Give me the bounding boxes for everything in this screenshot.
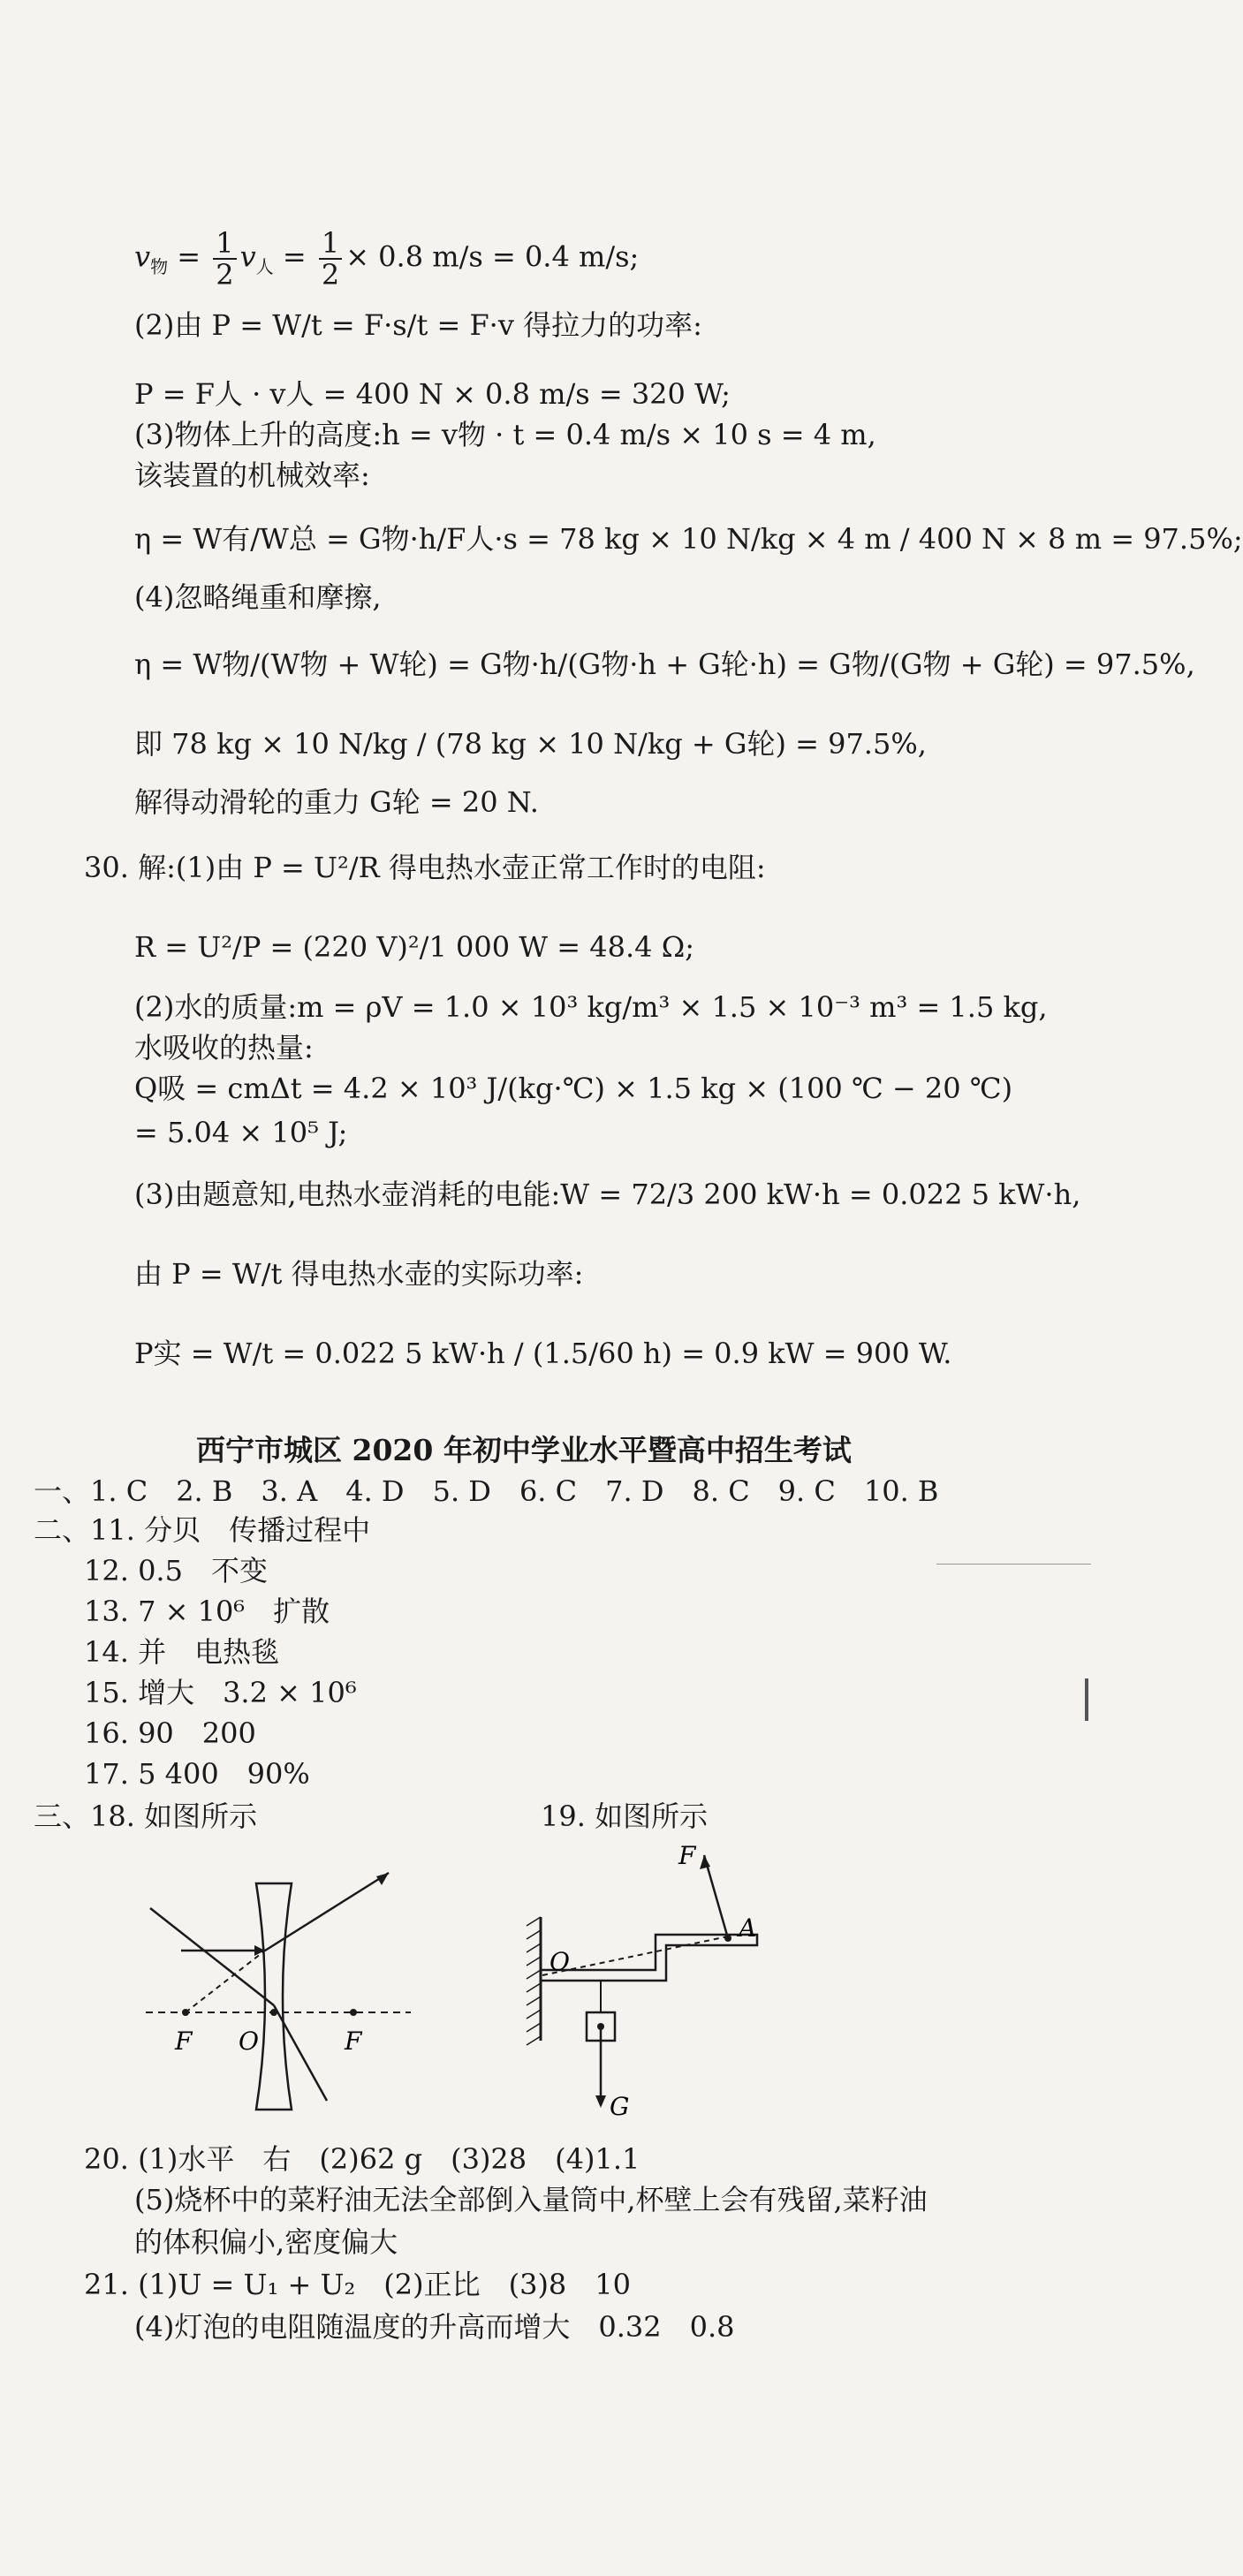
lever-diagram	[523, 1837, 797, 2129]
answer-choice: 一、1. C 2. B 3. A 4. D 5. D 6. C 7. D 8. C 9. C 10. B	[34, 1474, 939, 1508]
fraction: $\frac{1}{2}$	[319, 228, 342, 290]
scan-line	[936, 1564, 1091, 1565]
answer-21-line-1: 21. (1)U = U₁ + U₂ (2)正比 (3)8 10	[84, 2268, 632, 2301]
answer-diagram-18: 三、18. 如图所示	[34, 1799, 258, 1833]
answer-fill-13: 13. 7 × 10⁶ 扩散	[84, 1595, 330, 1628]
fraction: $\frac{1}{2}$	[213, 228, 236, 290]
line-6: η = W有/W总 = G物·h/F人·s = 78 kg × 10 N/kg × 4 m / 400 N × 8 m = 97.5%;	[134, 522, 1243, 556]
line-7: (4)忽略绳重和摩擦,	[134, 580, 382, 614]
label-g: G	[610, 2092, 630, 2121]
answer-21-line-2: (4)灯泡的电阻随温度的升高而增大 0.32 0.8	[134, 2310, 735, 2344]
line-16: = 5.04 × 10⁵ J;	[134, 1116, 348, 1149]
label-f: F	[678, 1841, 696, 1870]
force-f-arrow	[704, 1855, 728, 1938]
answer-fill-17: 17. 5 400 90%	[84, 1757, 310, 1791]
line-17: (3)由题意知,电热水壶消耗的电能:W = 72/3 200 kW·h = 0.022 5 kW·h,	[134, 1178, 1081, 1211]
answer-fill-16: 16. 90 200	[84, 1716, 256, 1750]
optical-center	[270, 2009, 277, 2016]
answer-fill-14: 14. 并 电热毯	[84, 1635, 280, 1669]
label-f-left: F	[175, 2027, 193, 2056]
wall-hatching	[527, 1917, 541, 2045]
answer-fill-12: 12. 0.5 不变	[84, 1554, 268, 1587]
line-8: η = W物/(W物 + W轮) = G物·h/(G物·h + G轮·h) = G物/(G物 + G轮) = 97.5%,	[134, 648, 1195, 681]
extension-line	[186, 1951, 265, 2012]
refracted-ray-1	[274, 2005, 327, 2101]
line-9: 即 78 kg × 10 N/kg / (78 kg × 10 N/kg + G轮) = 97.5%,	[134, 727, 927, 761]
answer-20-line-1: 20. (1)水平 右 (2)62 g (3)28 (4)1.1	[84, 2142, 640, 2176]
focal-point-left	[182, 2009, 189, 2016]
label-a: A	[739, 1913, 757, 1943]
answer-fill-11: 二、11. 分贝 传播过程中	[34, 1513, 371, 1547]
line-14: 水吸收的热量:	[134, 1031, 314, 1064]
label-f-right: F	[345, 2027, 362, 2056]
arrow-head	[376, 1873, 389, 1885]
answer-20-line-2: (5)烧杯中的菜籽油无法全部倒入量筒中,杯壁上会有残留,菜籽油	[134, 2183, 928, 2216]
line-11: 30. 解:(1)由 P = U²/R 得电热水壶正常工作时的电阻:	[84, 851, 766, 884]
scan-mark	[1085, 1678, 1088, 1721]
line-10: 解得动滑轮的重力 G轮 = 20 N.	[134, 785, 539, 819]
arrow-head	[595, 2095, 606, 2108]
answer-20-line-3: 的体积偏小,密度偏大	[134, 2225, 398, 2259]
line-3: P = F人 · v人 = 400 N × 0.8 m/s = 320 W;	[134, 377, 731, 411]
answer-fill-15: 15. 增大 3.2 × 10⁶	[84, 1676, 357, 1709]
lens-diagram	[133, 1864, 424, 2111]
line-19: P实 = W/t = 0.022 5 kW·h / (1.5/60 h) = 0.9 kW = 900 W.	[134, 1337, 952, 1370]
line-5: 该装置的机械效率:	[134, 458, 370, 492]
line-13: (2)水的质量:m = ρV = 1.0 × 10³ kg/m³ × 1.5 × 10⁻³ m³ = 1.5 kg,	[134, 990, 1048, 1024]
line-4: (3)物体上升的高度:h = v物 · t = 0.4 m/s × 10 s = 4 m,	[134, 418, 876, 451]
section-title: 西宁市城区 2020 年初中学业水平暨高中招生考试	[196, 1433, 852, 1467]
label-o: O	[549, 1947, 570, 1976]
line-1: $v_物$ = $\frac{1}{2}$ $v_人$ = $\frac{1}{2}$ × 0.8 m/s = 0.4 m/s;	[134, 226, 640, 292]
answer-diagram-19: 19. 如图所示	[541, 1799, 709, 1833]
focal-point-right	[350, 2009, 357, 2016]
line-15: Q吸 = cmΔt = 4.2 × 10³ J/(kg·℃) × 1.5 kg × (100 ℃ − 20 ℃)	[134, 1072, 1013, 1105]
line-2: (2)由 P = W/t = F·s/t = F·v 得拉力的功率:	[134, 308, 702, 342]
line-18: 由 P = W/t 得电热水壶的实际功率:	[134, 1257, 584, 1291]
label-o: O	[239, 2027, 259, 2056]
bent-lever	[541, 1935, 757, 1981]
line-12: R = U²/P = (220 V)²/1 000 W = 48.4 Ω;	[134, 930, 695, 964]
